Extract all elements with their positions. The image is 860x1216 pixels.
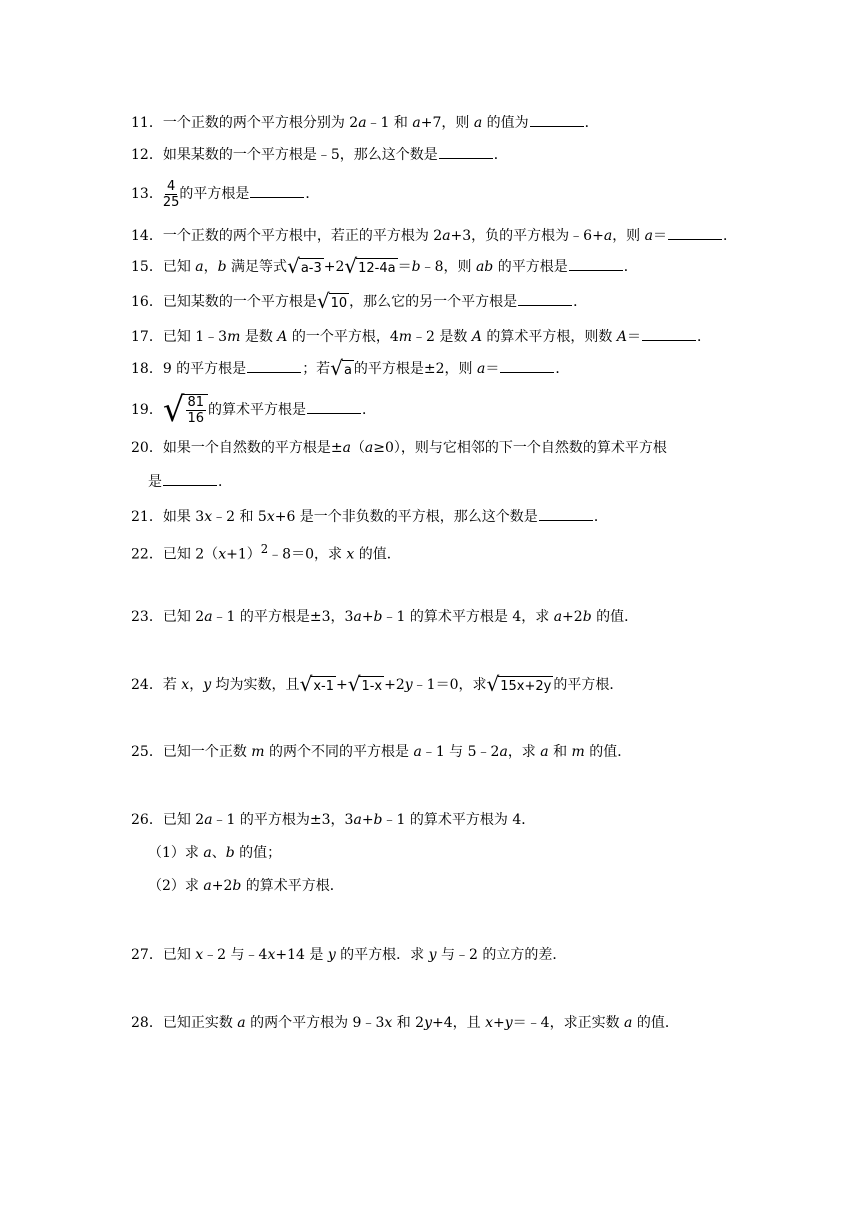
text: ﹣1 与 5﹣2 xyxy=(421,744,500,760)
answer-blank[interactable] xyxy=(539,506,593,521)
denominator: 16 xyxy=(187,411,205,426)
text: ． xyxy=(555,361,570,377)
text: ﹣2 是数 xyxy=(412,329,472,345)
answer-blank[interactable] xyxy=(307,399,361,414)
radicand: x-1 xyxy=(311,676,336,696)
exponent: 2 xyxy=(260,542,269,556)
text: +4，且 xyxy=(432,1015,486,1031)
text: 、 xyxy=(211,845,226,861)
question-number: 12． xyxy=(131,147,163,163)
text: + xyxy=(361,812,374,828)
text: ﹣8＝0，求 xyxy=(268,546,347,563)
answer-blank[interactable] xyxy=(518,291,572,306)
var: a xyxy=(540,744,549,760)
text: ． xyxy=(218,474,232,490)
question-number: 23． xyxy=(131,609,163,625)
question-11 xyxy=(131,112,599,133)
text: 已知某数的一个平方根是 xyxy=(162,294,317,310)
answer-blank[interactable] xyxy=(163,471,217,486)
var: a xyxy=(353,812,362,828)
text: +7，则 xyxy=(420,115,474,131)
var: a xyxy=(413,744,422,760)
var: a xyxy=(203,845,212,861)
text: 均为实数，且 xyxy=(211,677,300,693)
var: y xyxy=(327,947,336,963)
text: 已知 1﹣3 xyxy=(162,329,228,345)
text: ＝ xyxy=(485,361,500,377)
text: + xyxy=(361,609,374,625)
var: y xyxy=(428,947,437,963)
sqrt-radical: √ $\frac{81}{16}$ xyxy=(163,392,208,428)
question-21 xyxy=(131,506,608,527)
question-26 xyxy=(131,810,535,830)
question-number: 17． xyxy=(131,329,163,345)
text: 的两个平方根为 9﹣3 xyxy=(245,1015,385,1031)
text: 9 的平方根是 xyxy=(162,361,247,377)
text: 的平方根是 xyxy=(179,186,250,202)
answer-blank[interactable] xyxy=(250,183,304,198)
var: m xyxy=(227,329,241,345)
text: +6 是一个非负数的平方根，那么这个数是 xyxy=(274,509,538,525)
sqrt-radical: √ 15x+2y xyxy=(486,672,552,696)
radicand: a-3 xyxy=(299,258,324,278)
text: 的算术平方根，则数 xyxy=(481,329,617,345)
question-number: 20． xyxy=(131,440,163,456)
text: 的平方根是±2，则 xyxy=(353,361,477,377)
text: （2）求 xyxy=(148,878,204,894)
var: m xyxy=(251,744,265,760)
text: +2 xyxy=(211,878,233,894)
text: 已知 2 xyxy=(162,609,205,625)
answer-blank[interactable] xyxy=(668,225,722,240)
text: ﹣2 与﹣4 xyxy=(203,947,268,963)
var: a xyxy=(237,1015,246,1031)
var: b xyxy=(411,259,421,275)
text: ＝ xyxy=(653,228,667,244)
question-26-part-2 xyxy=(148,876,344,896)
text: 和 2 xyxy=(392,1015,425,1031)
text: +2 xyxy=(384,677,405,693)
question-19 xyxy=(131,390,376,430)
fraction xyxy=(163,179,180,210)
answer-blank[interactable] xyxy=(500,358,554,373)
var: y xyxy=(404,677,413,693)
var: a xyxy=(499,744,508,760)
text: ﹣2 和 5 xyxy=(212,509,267,525)
var: a xyxy=(353,609,362,625)
var: m xyxy=(398,329,413,345)
question-26-part-1 xyxy=(148,843,281,863)
text: +14 是 xyxy=(275,947,328,963)
text: 已知正实数 xyxy=(162,1015,238,1031)
text: +2 xyxy=(323,259,345,275)
var: x xyxy=(195,947,204,963)
text: ． xyxy=(362,402,377,418)
text: 的平方根是 xyxy=(493,259,568,275)
var: a xyxy=(358,115,367,131)
text: 的算术平方根是 xyxy=(208,402,307,418)
text: ． xyxy=(493,147,508,163)
var: a xyxy=(603,228,613,244)
question-number: 26． xyxy=(131,812,163,828)
text: （1）求 xyxy=(148,845,204,861)
var: A xyxy=(616,329,628,345)
question-23 xyxy=(131,607,638,627)
question-13 xyxy=(131,176,319,212)
text: 若 xyxy=(162,677,182,693)
denominator: 25 xyxy=(162,194,180,210)
var: b xyxy=(582,609,592,625)
text: ﹣8，则 xyxy=(420,259,476,275)
text: ． xyxy=(305,186,320,202)
var: x xyxy=(346,546,355,563)
sqrt-radical: √ 12-4a xyxy=(344,254,396,278)
text: ；若 xyxy=(302,361,331,377)
text: ＝ xyxy=(397,259,412,275)
var: a xyxy=(553,609,563,625)
question-12 xyxy=(131,144,508,165)
text: + xyxy=(335,677,348,693)
var: a xyxy=(364,440,374,456)
question-22 xyxy=(131,539,401,565)
text: +2 xyxy=(562,609,583,625)
answer-blank[interactable] xyxy=(439,144,493,159)
var: a xyxy=(477,361,486,377)
var: a xyxy=(342,440,351,456)
question-28 xyxy=(131,1013,679,1033)
question-15 xyxy=(131,256,638,278)
question-24 xyxy=(131,674,623,696)
text: ＝ xyxy=(627,329,642,345)
question-number: 16． xyxy=(131,294,163,310)
var: x xyxy=(218,546,227,563)
question-18 xyxy=(131,358,569,380)
text: 是 xyxy=(148,474,162,490)
sqrt-radical: √ x-1 xyxy=(299,672,334,696)
text: ， xyxy=(203,259,218,275)
radicand: 10 xyxy=(329,293,350,313)
question-number: 11． xyxy=(131,115,163,131)
text: 如果一个自然数的平方根是± xyxy=(162,440,343,456)
text: ， xyxy=(189,677,204,693)
text: ≥0），则与它相邻的下一个自然数的算术平方根 xyxy=(373,440,667,456)
var: a xyxy=(624,1015,633,1031)
text: 已知 2（ xyxy=(162,546,219,563)
text: （ xyxy=(350,440,365,456)
text: ﹣1 的算术平方根为 4． xyxy=(382,812,536,828)
text: +1） xyxy=(226,546,261,563)
text: ，那么它的另一个平方根是 xyxy=(349,294,518,310)
var: A xyxy=(471,329,482,345)
text: 和 xyxy=(548,744,572,760)
text: ． xyxy=(623,259,638,275)
text: 的一个平方根，4 xyxy=(287,329,399,345)
question-number: 22． xyxy=(131,546,163,563)
answer-blank[interactable] xyxy=(642,326,696,341)
numerator: 81 xyxy=(187,395,205,410)
radicand: 1-x xyxy=(359,676,384,696)
var: b xyxy=(225,845,235,861)
question-number: 28． xyxy=(131,1015,163,1031)
question-number: 19． xyxy=(131,402,163,418)
text: 的值． xyxy=(584,744,632,760)
question-number: 25． xyxy=(131,744,163,760)
var: a xyxy=(204,812,213,828)
var: y xyxy=(504,1015,513,1031)
text: 的算术平方根． xyxy=(241,878,344,894)
question-number: 18． xyxy=(131,361,163,377)
text: ＝﹣4，求正实数 xyxy=(512,1015,625,1031)
sqrt-radical: √ a xyxy=(330,356,352,380)
var: x xyxy=(384,1015,393,1031)
text: 已知 xyxy=(162,947,196,963)
var: b xyxy=(373,609,383,625)
numerator: 4 xyxy=(166,178,176,194)
text: ﹣1 的平方根为±3，3 xyxy=(212,812,354,828)
text: 一个正数的两个平方根中，若正的平方根为 2 xyxy=(162,228,443,244)
text: 如果 3 xyxy=(162,509,205,525)
sqrt-radical: √ a-3 xyxy=(287,254,322,278)
text: ﹣1 和 xyxy=(366,115,413,131)
var: b xyxy=(217,259,227,275)
text: ，则 xyxy=(612,228,645,244)
var: a xyxy=(204,609,213,625)
var: m xyxy=(571,744,585,760)
text: 的值． xyxy=(632,1015,679,1031)
text: ． xyxy=(584,115,599,131)
question-number: 15． xyxy=(131,259,163,275)
radicand: 15x+2y xyxy=(498,676,553,696)
var: a xyxy=(442,228,451,244)
question-number: 24． xyxy=(131,677,163,693)
radicand: a xyxy=(342,360,354,380)
var: a xyxy=(644,228,653,244)
text: ． xyxy=(573,294,588,310)
var: a xyxy=(473,115,483,131)
text: 如果某数的一个平方根是﹣5，那么这个数是 xyxy=(162,147,438,163)
question-14 xyxy=(131,225,737,246)
question-17 xyxy=(131,326,711,347)
text: 是数 xyxy=(240,329,278,345)
text: 的值． xyxy=(591,609,639,625)
text: ﹣1 的平方根是±3，3 xyxy=(212,609,354,625)
text: 的值； xyxy=(234,845,282,861)
text: 的值为 xyxy=(482,115,529,131)
text: 一个正数的两个平方根分别为 2 xyxy=(162,115,359,131)
text: +3，负的平方根为﹣6+ xyxy=(450,228,604,244)
text: 已知 xyxy=(162,259,196,275)
text: + xyxy=(493,1015,505,1031)
radicand: 12-4a xyxy=(356,258,397,278)
question-25 xyxy=(131,742,631,762)
var: x xyxy=(181,677,190,693)
var: x xyxy=(485,1015,493,1031)
question-number: 21． xyxy=(131,509,163,525)
var: x xyxy=(267,947,276,963)
fraction xyxy=(186,395,207,428)
text: ﹣1 的算术平方根是 4，求 xyxy=(382,609,554,625)
question-27 xyxy=(131,945,566,965)
text: ． xyxy=(723,228,737,244)
text: 已知一个正数 xyxy=(162,744,252,760)
sqrt-radical: √ 10 xyxy=(316,289,348,313)
question-number: 13． xyxy=(131,186,163,202)
text: 与﹣2 的立方的差． xyxy=(436,947,567,963)
text: ． xyxy=(697,329,712,345)
var: a xyxy=(195,259,204,275)
text: 的平方根．求 xyxy=(335,947,429,963)
text: 的两个不同的平方根是 xyxy=(264,744,414,760)
text: ，求 xyxy=(507,744,541,760)
question-number: 27． xyxy=(131,947,163,963)
var: b xyxy=(373,812,383,828)
answer-blank[interactable] xyxy=(247,358,301,373)
text: ﹣1＝0，求 xyxy=(412,677,487,693)
text: 的平方根． xyxy=(553,677,624,693)
var: A xyxy=(277,329,288,345)
text: 满足等式 xyxy=(226,259,288,275)
question-number: 14． xyxy=(131,228,163,244)
text: 已知 2 xyxy=(162,812,205,828)
question-20 xyxy=(131,438,667,458)
var: a xyxy=(412,115,421,131)
var: ab xyxy=(475,259,494,275)
var: b xyxy=(232,878,242,894)
var: x xyxy=(204,509,213,525)
text: 的值． xyxy=(354,546,401,563)
var: y xyxy=(203,677,212,693)
question-20-continued xyxy=(148,471,232,492)
text: ． xyxy=(593,509,608,525)
question-16 xyxy=(131,291,587,313)
var: x xyxy=(266,509,275,525)
var: a xyxy=(203,878,212,894)
var: y xyxy=(424,1015,432,1031)
sqrt-radical: √ 1-x xyxy=(347,672,383,696)
answer-blank[interactable] xyxy=(569,256,623,271)
answer-blank[interactable] xyxy=(530,112,584,127)
